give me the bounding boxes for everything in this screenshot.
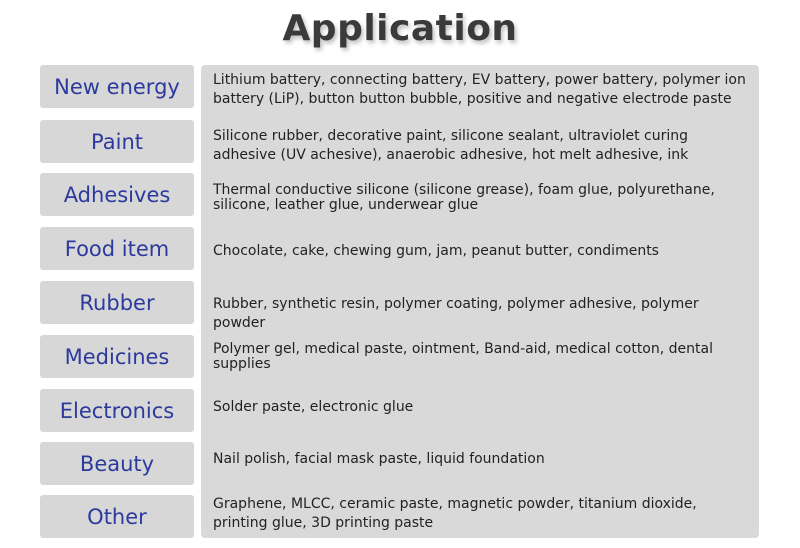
category-label: Medicines [40, 335, 194, 378]
category-description: Thermal conductive silicone (silicone grease), foam glue, polyurethane, silicone, leather glue, underwear glue [213, 182, 715, 213]
category-description: Lithium battery, connecting battery, EV battery, power battery, polymer ion battery (LiP), button button bubble, positive and negative electrode paste [213, 72, 746, 107]
category-label: Rubber [40, 281, 194, 324]
category-description: Chocolate, cake, chewing gum, jam, peanut butter, condiments [213, 243, 659, 259]
category-description: Rubber, synthetic resin, polymer coating, polymer adhesive, polymer powder [213, 296, 699, 331]
category-description: Silicone rubber, decorative paint, silicone sealant, ultraviolet curing adhesive (UV achesive), anaerobic adhesive, hot melt adhesive, ink [213, 128, 689, 163]
category-label: Electronics [40, 389, 194, 432]
category-label: Adhesives [40, 173, 194, 216]
page-title: Application [282, 8, 518, 49]
category-description: Solder paste, electronic glue [213, 399, 414, 415]
category-description: Polymer gel, medical paste, ointment, Band-aid, medical cotton, dental supplies [213, 341, 713, 372]
category-label: Beauty [40, 442, 194, 485]
category-description: Nail polish, facial mask paste, liquid foundation [213, 451, 545, 467]
category-description: Graphene, MLCC, ceramic paste, magnetic powder, titanium dioxide, printing glue, 3D printing paste [213, 496, 697, 531]
category-label: New energy [40, 65, 194, 108]
category-label: Food item [40, 227, 194, 270]
category-label: Other [40, 495, 194, 538]
category-label: Paint [40, 120, 194, 163]
